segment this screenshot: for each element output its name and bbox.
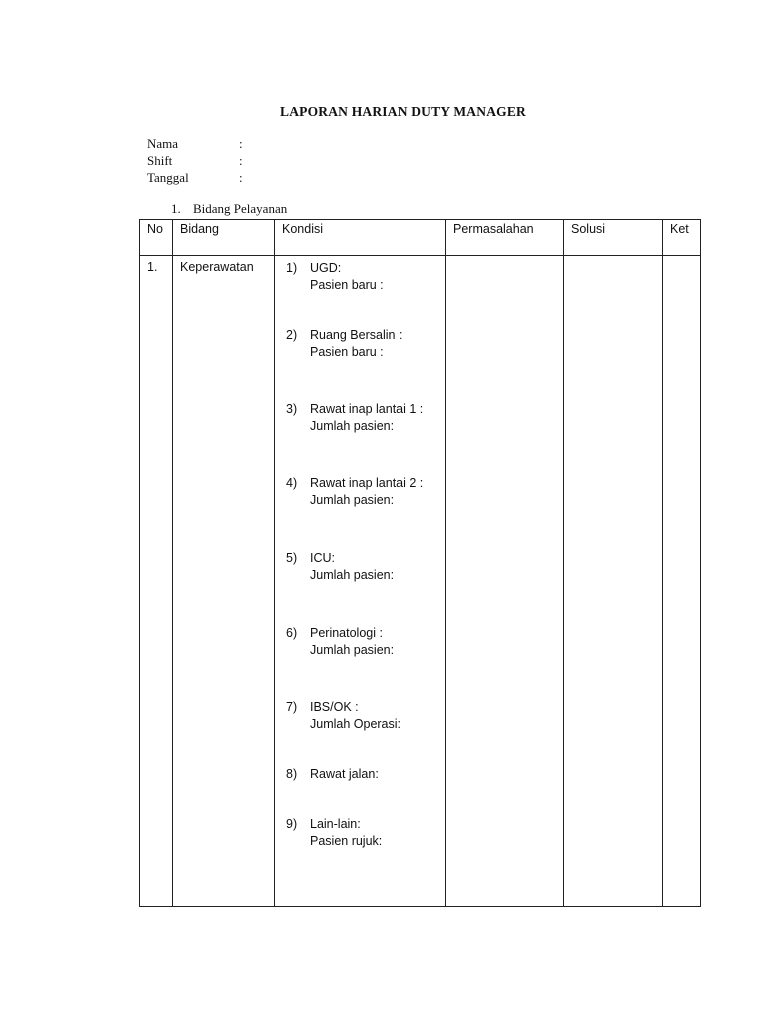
- row-solusi: [564, 256, 663, 907]
- kondisi-item-label: ICU:: [310, 551, 335, 565]
- kondisi-item-rawat-inap-1: [286, 401, 423, 435]
- kondisi-item-label: Rawat jalan:: [310, 767, 379, 781]
- kondisi-item-number: 1): [286, 261, 298, 275]
- document-title: LAPORAN HARIAN DUTY MANAGER: [279, 104, 527, 119]
- section-heading: [171, 201, 287, 217]
- identity-colon-shift: :: [239, 153, 243, 168]
- kondisi-item-label: IBS/OK :: [310, 700, 359, 714]
- identity-label-nama: Nama: [147, 136, 179, 151]
- service-report-table: [139, 219, 701, 907]
- header-bidang: Bidang: [173, 220, 275, 256]
- kondisi-item-number: 9): [286, 817, 298, 831]
- row-no: 1.: [140, 256, 173, 907]
- section-title: Bidang Pelayanan: [193, 201, 288, 216]
- kondisi-item-ruang-bersalin: [286, 327, 402, 361]
- table-header-row: [140, 220, 701, 256]
- kondisi-item-label: Lain-lain:: [310, 817, 361, 831]
- table-row: [140, 256, 701, 907]
- kondisi-item-label: Perinatologi :: [310, 626, 383, 640]
- row-bidang: Keperawatan: [173, 256, 275, 907]
- kondisi-item-rawat-jalan: [286, 766, 379, 783]
- kondisi-item-number: 4): [286, 476, 298, 490]
- kondisi-item-label: UGD:: [310, 261, 342, 275]
- kondisi-item-number: 5): [286, 551, 298, 565]
- kondisi-item-ibs-ok: [286, 699, 401, 733]
- kondisi-item-sub: Pasien rujuk:: [310, 834, 383, 848]
- kondisi-item-sub: Pasien baru :: [310, 278, 384, 292]
- kondisi-item-number: 7): [286, 700, 298, 714]
- kondisi-item-number: 3): [286, 402, 298, 416]
- row-permasalahan: [446, 256, 564, 907]
- kondisi-item-rawat-inap-2: [286, 475, 423, 509]
- identity-label-shift: Shift: [147, 153, 173, 168]
- kondisi-item-number: 6): [286, 626, 298, 640]
- identity-colon-nama: :: [239, 136, 243, 151]
- section-number: 1.: [171, 201, 181, 216]
- kondisi-item-perinatologi: [286, 625, 394, 659]
- kondisi-item-label: Rawat inap lantai 1 :: [310, 402, 424, 416]
- identity-colon-tanggal: :: [239, 170, 243, 185]
- row-ket: [663, 256, 701, 907]
- header-kondisi: Kondisi: [275, 220, 446, 256]
- kondisi-item-number: 2): [286, 328, 298, 342]
- kondisi-item-label: Rawat inap lantai 2 :: [310, 476, 424, 490]
- header-ket: Ket: [663, 220, 701, 256]
- kondisi-list: [275, 256, 445, 906]
- kondisi-item-icu: [286, 550, 394, 584]
- header-permasalahan: Permasalahan: [446, 220, 564, 256]
- kondisi-item-sub: Jumlah pasien:: [310, 493, 395, 507]
- header-no: No: [140, 220, 173, 256]
- kondisi-item-label: Ruang Bersalin :: [310, 328, 403, 342]
- kondisi-item-lain-lain: [286, 816, 382, 850]
- kondisi-item-ugd: [286, 260, 384, 294]
- kondisi-item-sub: Jumlah Operasi:: [310, 717, 402, 731]
- header-solusi: Solusi: [564, 220, 663, 256]
- kondisi-item-sub: Jumlah pasien:: [310, 568, 395, 582]
- kondisi-item-sub: Pasien baru :: [310, 345, 384, 359]
- kondisi-item-number: 8): [286, 767, 298, 781]
- kondisi-item-sub: Jumlah pasien:: [310, 643, 395, 657]
- kondisi-item-sub: Jumlah pasien:: [310, 419, 395, 433]
- identity-label-tanggal: Tanggal: [147, 170, 189, 185]
- row-kondisi: [275, 256, 446, 907]
